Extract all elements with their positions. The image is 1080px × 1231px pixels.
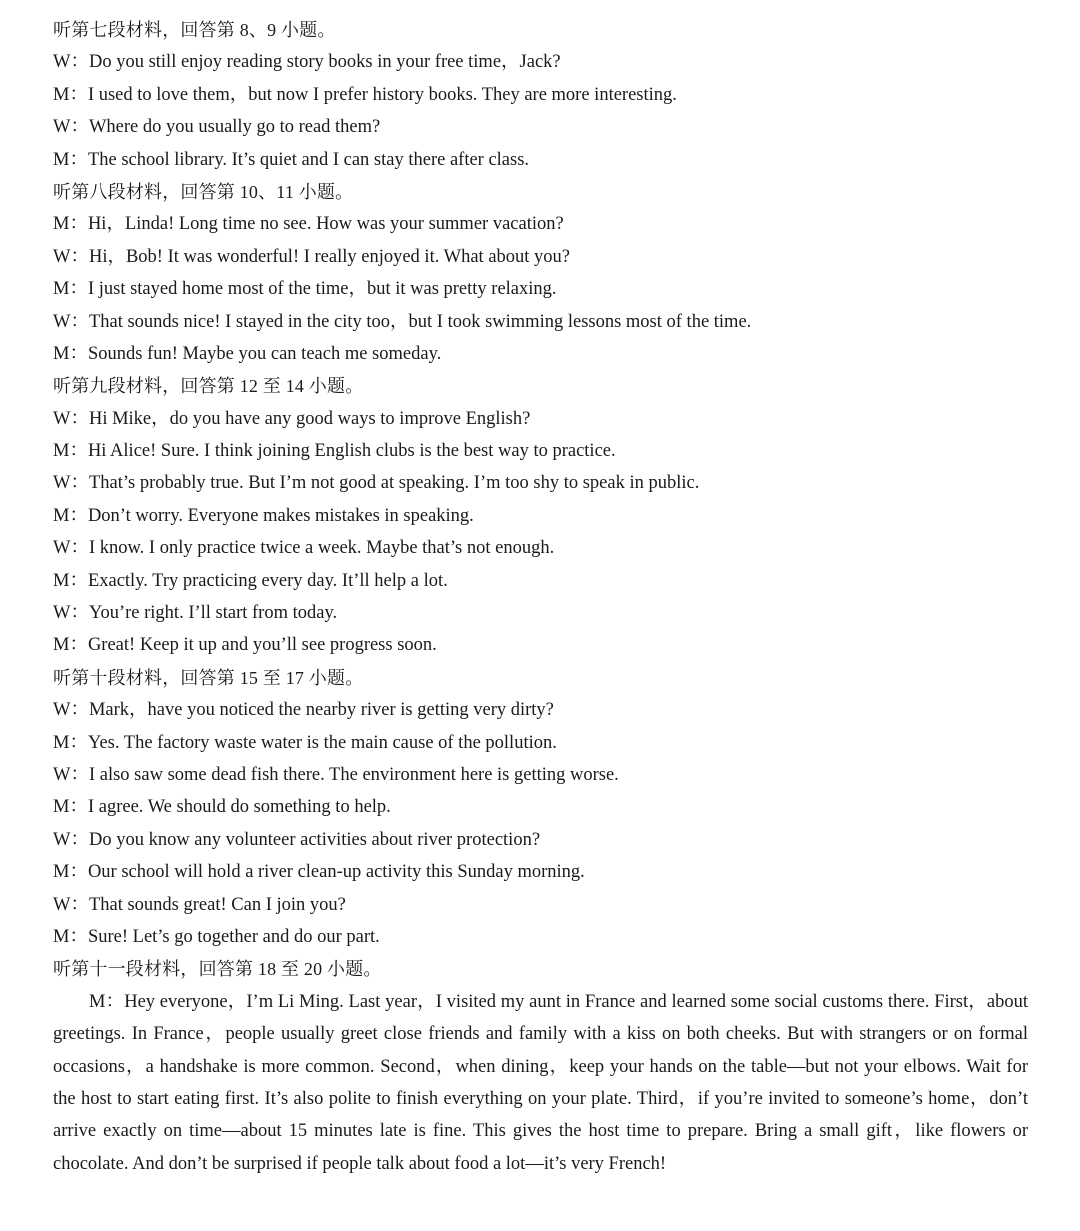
dialogue-line: M：Sounds fun! Maybe you can teach me someday. xyxy=(53,343,442,364)
dialogue-line: W：Where do you usually go to read them? xyxy=(53,117,381,138)
dialogue-line: M：I agree. We should do something to help. xyxy=(53,797,391,818)
dialogue-line: M：Great! Keep it up and you’ll see progress soon. xyxy=(53,635,437,656)
section-10 xyxy=(53,662,1050,954)
section-heading: 听第九段材料，回答第 12 至 14 小题。 xyxy=(53,376,364,397)
dialogue-line: M：Don’t worry. Everyone makes mistakes in speaking. xyxy=(53,505,474,526)
dialogue-line: M：Sure! Let’s go together and do our part. xyxy=(53,926,380,947)
section-heading: 听第八段材料，回答第 10、11 小题。 xyxy=(53,181,354,202)
section-7 xyxy=(53,14,1050,176)
section-heading: 听第十段材料，回答第 15 至 17 小题。 xyxy=(53,667,364,688)
dialogue-line: W：Hi，Bob! It was wonderful! I really enjoyed it. What about you? xyxy=(53,246,571,267)
section-heading: 听第七段材料，回答第 8、9 小题。 xyxy=(53,20,336,40)
section-9 xyxy=(53,370,1050,662)
dialogue-line: M：I just stayed home most of the time，but it was pretty relaxing. xyxy=(53,279,557,300)
section-8 xyxy=(53,176,1050,370)
dialogue-line: M：The school library. It’s quiet and I can stay there after class. xyxy=(53,149,530,170)
dialogue-line: W：Mark，have you noticed the nearby river is getting very dirty? xyxy=(53,700,554,721)
dialogue-line: M：Hi，Linda! Long time no see. How was your summer vacation? xyxy=(53,214,564,235)
dialogue-line: W：Do you still enjoy reading story books in your free time，Jack? xyxy=(53,52,561,73)
dialogue-line: M：Our school will hold a river clean-up activity this Sunday morning. xyxy=(53,862,585,883)
dialogue-line: W：You’re right. I’ll start from today. xyxy=(53,603,338,624)
dialogue-line: W：Hi Mike，do you have any good ways to improve English? xyxy=(53,408,531,429)
dialogue-line: W：That sounds nice! I stayed in the city too，but I took swimming lessons most of the time. xyxy=(53,311,752,332)
section-11 xyxy=(53,953,1050,1180)
dialogue-line: W：That’s probably true. But I’m not good at speaking. I’m too shy to speak in public. xyxy=(53,473,700,494)
dialogue-line: W：I know. I only practice twice a week. Maybe that’s not enough. xyxy=(53,538,555,559)
dialogue-line: M：Exactly. Try practicing every day. It’ll help a lot. xyxy=(53,570,448,591)
dialogue-line: M：Yes. The factory waste water is the main cause of the pollution. xyxy=(53,732,557,753)
monologue-paragraph: M：Hey everyone，I’m Li Ming. Last year，I visited my aunt in France and learned some social customs there. First，about greetings. In France，people usually greet close friends and family with a kiss on both cheeks. But with strangers or on formal occasions，a handshake is more common. Second，when dining，keep your hands on the table—but not your elbows. Wait for the host to start eating first. It’s also polite to finish everything on your plate. Third，if you’re invited to someone’s home，don’t arrive exactly on time—about 15 minutes late is fine. This gives the host time to prepare. Bring a small gift，like flowers or chocolate. And don’t be surprised if people talk about food a lot—it’s very French! xyxy=(53,991,1028,1174)
dialogue-line: W：That sounds great! Can I join you? xyxy=(53,894,346,915)
dialogue-line: M：I used to love them，but now I prefer history books. They are more interesting. xyxy=(53,84,677,105)
dialogue-line: M：Hi Alice! Sure. I think joining English clubs is the best way to practice. xyxy=(53,441,616,462)
dialogue-line: W：I also saw some dead fish there. The environment here is getting worse. xyxy=(53,764,619,785)
dialogue-line: W：Do you know any volunteer activities about river protection? xyxy=(53,829,541,850)
section-heading: 听第十一段材料，回答第 18 至 20 小题。 xyxy=(53,959,382,980)
